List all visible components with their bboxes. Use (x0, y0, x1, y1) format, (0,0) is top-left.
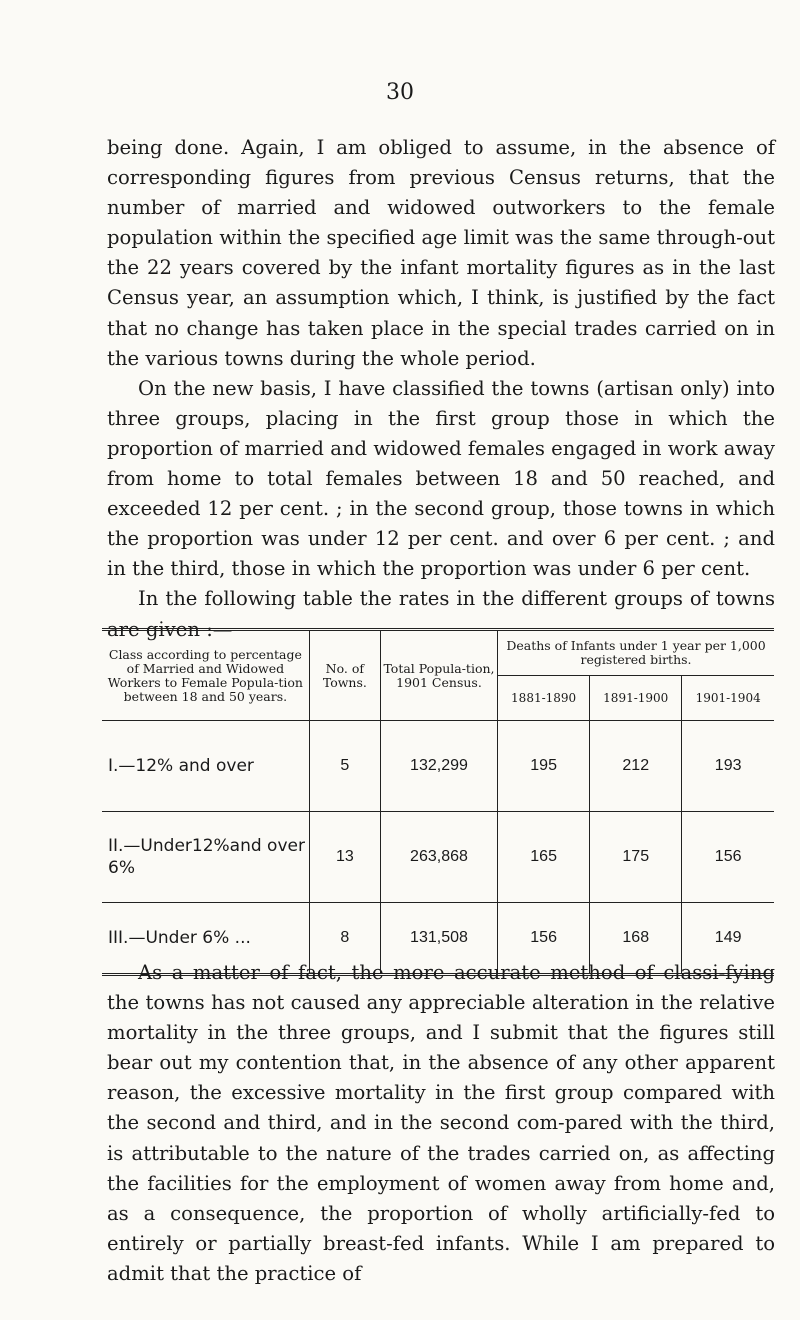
rate-cell: 195 (498, 721, 590, 812)
paragraph-conclusion: As a matter of fact, the more accurate method of classi-fying the towns has not caused any appreciable alteration in the relative mortality in the three groups, and I submit that the figures still bear out my contention that, in the absence of any other apparent reason, the excessive mortality in the first group compared with the second and third, and in the second com-pared with the third, is attributable to the nature of the trades carried on, as affecting the facilities for the employment of women away from home and, as a consequence, the proportion of wholly artificially-fed to entirely or partially breast-fed infants. While I am prepared to admit that the practice of (107, 961, 775, 1285)
towns-cell: 13 (309, 812, 380, 903)
towns-cell: 8 (309, 903, 380, 975)
population-cell: 131,508 (380, 903, 497, 975)
table-row (102, 812, 774, 903)
page-number: 30 (386, 80, 414, 105)
population-cell: 132,299 (380, 721, 497, 812)
paragraph-classification: On the new basis, I have classified the towns (artisan only) into three groups, placing in the first group those in which the proportion of married and widowed females engaged in work away from home to total females between 18 and 50 reached, and exceeded 12 per cent. ; in the second group, those towns in which the proportion was under 12 per cent. and over 6 per cent. ; and in the third, those in which the proportion was under 6 per cent. (107, 376, 775, 581)
rate-cell: 168 (590, 903, 682, 975)
paragraph-continuation: being done. Again, I am obliged to assume, in the absence of corresponding figures from previous Census returns, that the number of married and widowed outworkers to the female population within the specified age limit was the same through-out the 22 years covered by the infant mortality figures as in the last Census year, an assumption which, I think, is justified by the fact that no change has taken place in the special trades carried on in the various towns during the whole period. (107, 136, 775, 370)
body-text-lower (107, 958, 775, 1289)
year-header-1881: 1881-1890 (498, 676, 590, 721)
rate-cell: 156 (498, 903, 590, 975)
population-cell: 263,868 (380, 812, 497, 903)
year-header-1901: 1901-1904 (682, 676, 774, 721)
class-cell: II.—Under12%and over 6% (102, 812, 309, 903)
rate-cell: 149 (682, 903, 774, 975)
year-header-1891: 1891-1900 (590, 676, 682, 721)
rate-cell: 175 (590, 812, 682, 903)
rate-cell: 193 (682, 721, 774, 812)
towns-column-header: No. of Towns. (309, 630, 380, 721)
population-column-header: Total Popula-tion, 1901 Census. (380, 630, 497, 721)
table-row (102, 721, 774, 812)
rate-cell: 212 (590, 721, 682, 812)
paragraph-table-intro: In the following table the rates in the different groups of towns are given :— (107, 587, 775, 641)
rate-cell: 156 (682, 812, 774, 903)
deaths-group-header: Deaths of Infants under 1 year per 1,000 registered births. (498, 630, 774, 676)
infant-mortality-table (102, 628, 774, 976)
class-column-header: Class according to percentage of Married and Widowed Workers to Female Popula-tion between 18 and 50 years. (102, 630, 309, 721)
rate-cell: 165 (498, 812, 590, 903)
table-header-row (102, 630, 774, 676)
body-text-upper (107, 133, 775, 645)
class-cell: I.—12% and over (102, 721, 309, 812)
class-cell: III.—Under 6% ... (102, 903, 309, 975)
towns-cell: 5 (309, 721, 380, 812)
